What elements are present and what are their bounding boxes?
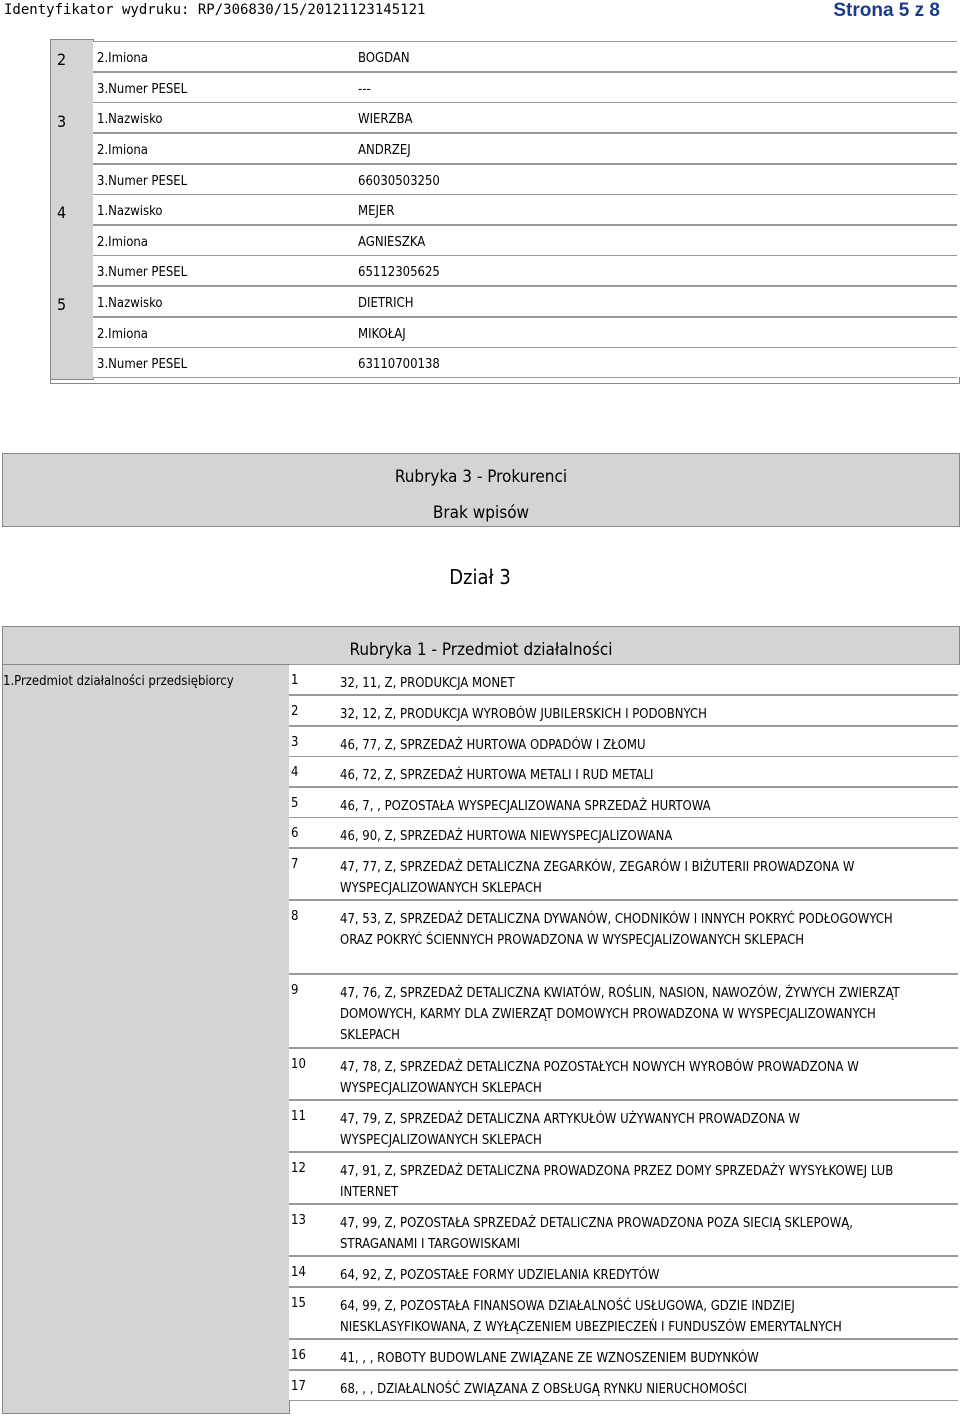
activity-text: 64, 92, Z, POZOSTAŁE FORMY UDZIELANIA KREDYTÓW bbox=[340, 1268, 660, 1283]
activity-row bbox=[289, 1204, 958, 1256]
section-title: Rubryka 3 - Prokurenci bbox=[394, 467, 568, 487]
partner-row bbox=[93, 194, 957, 225]
table-bottom-border bbox=[50, 377, 960, 384]
activity-row bbox=[289, 1256, 958, 1287]
field-label: 3.Numer PESEL bbox=[97, 82, 188, 97]
activity-row bbox=[289, 848, 958, 900]
activity-number: 2 bbox=[291, 704, 299, 719]
activity-row bbox=[289, 1100, 958, 1152]
activity-text: 32, 11, Z, PRODUKCJA MONET bbox=[340, 676, 515, 691]
activity-row bbox=[289, 1370, 958, 1401]
activity-text: 46, 77, Z, SPRZEDAŻ HURTOWA ODPADÓW I ZŁOMU bbox=[340, 738, 646, 753]
field-value: --- bbox=[358, 82, 371, 97]
activity-number: 12 bbox=[291, 1161, 306, 1176]
partner-row bbox=[93, 317, 957, 348]
partner-row bbox=[93, 286, 957, 317]
partners-table bbox=[50, 39, 958, 384]
activity-text: 68, , , DZIAŁALNOŚĆ ZWIĄZANA Z OBSŁUGĄ RYNKU NIERUCHOMOŚCI bbox=[340, 1382, 748, 1397]
partner-row bbox=[93, 133, 957, 164]
partner-row bbox=[93, 225, 957, 256]
activity-number: 5 bbox=[291, 796, 299, 811]
section-heading-dzial: Dział 3 bbox=[449, 565, 511, 589]
field-value: AGNIESZKA bbox=[358, 235, 426, 250]
partner-row bbox=[93, 41, 957, 72]
activity-number: 17 bbox=[291, 1379, 306, 1394]
activity-text: 47, 78, Z, SPRZEDAŻ DETALICZNA POZOSTAŁYCH NOWYCH WYROBÓW PROWADZONA W WYSPECJALIZOWANYCH SKLEPACH bbox=[340, 1060, 859, 1096]
page-number: Strona 5 z 8 bbox=[833, 0, 940, 21]
field-value: MIKOŁAJ bbox=[358, 327, 406, 342]
activity-number: 16 bbox=[291, 1348, 306, 1363]
partner-number: 4 bbox=[57, 203, 67, 222]
activity-number: 15 bbox=[291, 1296, 306, 1311]
partner-row bbox=[93, 347, 957, 378]
activity-number: 10 bbox=[291, 1057, 306, 1072]
activity-row bbox=[289, 1287, 958, 1339]
activity-row bbox=[289, 1152, 958, 1204]
activity-text: 41, , , ROBOTY BUDOWLANE ZWIĄZANE ZE WZNOSZENIEM BUDYNKÓW bbox=[340, 1351, 759, 1366]
empty-entries: Brak wpisów bbox=[432, 503, 530, 523]
activity-number: 13 bbox=[291, 1213, 306, 1228]
activity-row bbox=[289, 1048, 958, 1100]
section-przedmiot bbox=[2, 626, 960, 665]
field-value: WIERZBA bbox=[358, 112, 413, 127]
print-identifier: Identyfikator wydruku: RP/306830/15/20121123145121 bbox=[4, 2, 426, 18]
activity-text: 46, 90, Z, SPRZEDAŻ HURTOWA NIEWYSPECJALIZOWANA bbox=[340, 829, 673, 844]
section-title: Rubryka 1 - Przedmiot działalności bbox=[349, 640, 613, 660]
field-value: 65112305625 bbox=[358, 265, 440, 280]
partner-number-column bbox=[50, 39, 94, 380]
partner-number: 3 bbox=[57, 112, 67, 131]
field-label: 3.Numer PESEL bbox=[97, 174, 188, 189]
activity-text: 47, 76, Z, SPRZEDAŻ DETALICZNA KWIATÓW, ROŚLIN, NASION, NAWOZÓW, ŻYWYCH ZWIERZĄT DOMOWYCH, KARMY DLA ZWIERZĄT DOMOWYCH PROWADZONA W WYSPECJALIZOWANYCH SKLEPACH bbox=[340, 986, 900, 1043]
field-value: MEJER bbox=[358, 204, 395, 219]
partner-row bbox=[93, 102, 957, 133]
activity-text: 46, 7, , POZOSTAŁA WYSPECJALIZOWANA SPRZEDAŻ HURTOWA bbox=[340, 799, 711, 814]
activity-text: 47, 77, Z, SPRZEDAŻ DETALICZNA ZEGARKÓW, ZEGARÓW I BIŻUTERII PROWADZONA W WYSPECJALIZOWANYCH SKLEPACH bbox=[340, 860, 855, 896]
field-label: 3.Numer PESEL bbox=[97, 357, 188, 372]
field-value: ANDRZEJ bbox=[358, 143, 411, 158]
field-value: 63110700138 bbox=[358, 357, 440, 372]
field-label: 3.Numer PESEL bbox=[97, 265, 188, 280]
activity-row bbox=[289, 695, 958, 726]
activity-text: 46, 72, Z, SPRZEDAŻ HURTOWA METALI I RUD METALI bbox=[340, 768, 654, 783]
activity-number: 7 bbox=[291, 857, 299, 872]
activity-row bbox=[289, 817, 958, 848]
partner-row bbox=[93, 255, 957, 286]
activity-row bbox=[289, 787, 958, 818]
section-prokurenci bbox=[2, 453, 960, 527]
field-label: 2.Imiona bbox=[97, 235, 148, 250]
activity-row bbox=[289, 664, 958, 695]
activity-text: 47, 99, Z, POZOSTAŁA SPRZEDAŻ DETALICZNA PROWADZONA POZA SIECIĄ SKLEPOWĄ, STRAGANAMI I TARGOWISKAMI bbox=[340, 1216, 853, 1252]
activity-number: 11 bbox=[291, 1109, 306, 1124]
field-value: BOGDAN bbox=[358, 51, 410, 66]
field-label: 2.Imiona bbox=[97, 51, 148, 66]
partner-row bbox=[93, 164, 957, 195]
activity-text: 47, 91, Z, SPRZEDAŻ DETALICZNA PROWADZONA PRZEZ DOMY SPRZEDAŻY WYSYŁKOWEJ LUB INTERNET bbox=[340, 1164, 894, 1200]
field-label: 1.Przedmiot działalności przedsiębiorcy bbox=[3, 674, 234, 689]
activity-text: 64, 99, Z, POZOSTAŁA FINANSOWA DZIAŁALNOŚĆ USŁUGOWA, GDZIE INDZIEJ NIESKLASYFIKOWANA, Z WYŁĄCZENIEM UBEZPIECZEŃ I FUNDUSZÓW EMERYTALNYCH bbox=[340, 1299, 842, 1335]
activity-text: 47, 79, Z, SPRZEDAŻ DETALICZNA ARTYKUŁÓW UŻYWANYCH PROWADZONA W WYSPECJALIZOWANYCH SKLEPACH bbox=[340, 1112, 800, 1148]
partner-number: 5 bbox=[57, 295, 67, 314]
field-label: 2.Imiona bbox=[97, 143, 148, 158]
activity-number: 14 bbox=[291, 1265, 306, 1280]
activity-number: 4 bbox=[291, 765, 299, 780]
activity-row bbox=[289, 756, 958, 787]
activity-number: 9 bbox=[291, 983, 299, 998]
activity-row bbox=[289, 726, 958, 757]
field-label: 1.Nazwisko bbox=[97, 112, 163, 127]
activity-number: 8 bbox=[291, 909, 299, 924]
activity-row bbox=[289, 1339, 958, 1370]
table-continuation bbox=[289, 1400, 959, 1412]
activity-row bbox=[289, 974, 958, 1048]
activity-number: 3 bbox=[291, 735, 299, 750]
activity-text: 32, 12, Z, PRODUKCJA WYROBÓW JUBILERSKICH I PODOBNYCH bbox=[340, 707, 707, 722]
field-label: 1.Nazwisko bbox=[97, 204, 163, 219]
field-label: 2.Imiona bbox=[97, 327, 148, 342]
activity-number: 1 bbox=[291, 673, 299, 688]
field-value: DIETRICH bbox=[358, 296, 414, 311]
activity-number: 6 bbox=[291, 826, 299, 841]
activity-row bbox=[289, 900, 958, 974]
activity-label-column bbox=[2, 664, 290, 1414]
field-value: 66030503250 bbox=[358, 174, 440, 189]
activity-text: 47, 53, Z, SPRZEDAŻ DETALICZNA DYWANÓW, CHODNIKÓW I INNYCH POKRYĆ PODŁOGOWYCH ORAZ POKRYĆ ŚCIENNYCH PROWADZONA W WYSPECJALIZOWANYCH SKLEPACH bbox=[340, 912, 893, 948]
partner-row bbox=[93, 72, 957, 103]
partner-number: 2 bbox=[57, 50, 67, 69]
field-label: 1.Nazwisko bbox=[97, 296, 163, 311]
